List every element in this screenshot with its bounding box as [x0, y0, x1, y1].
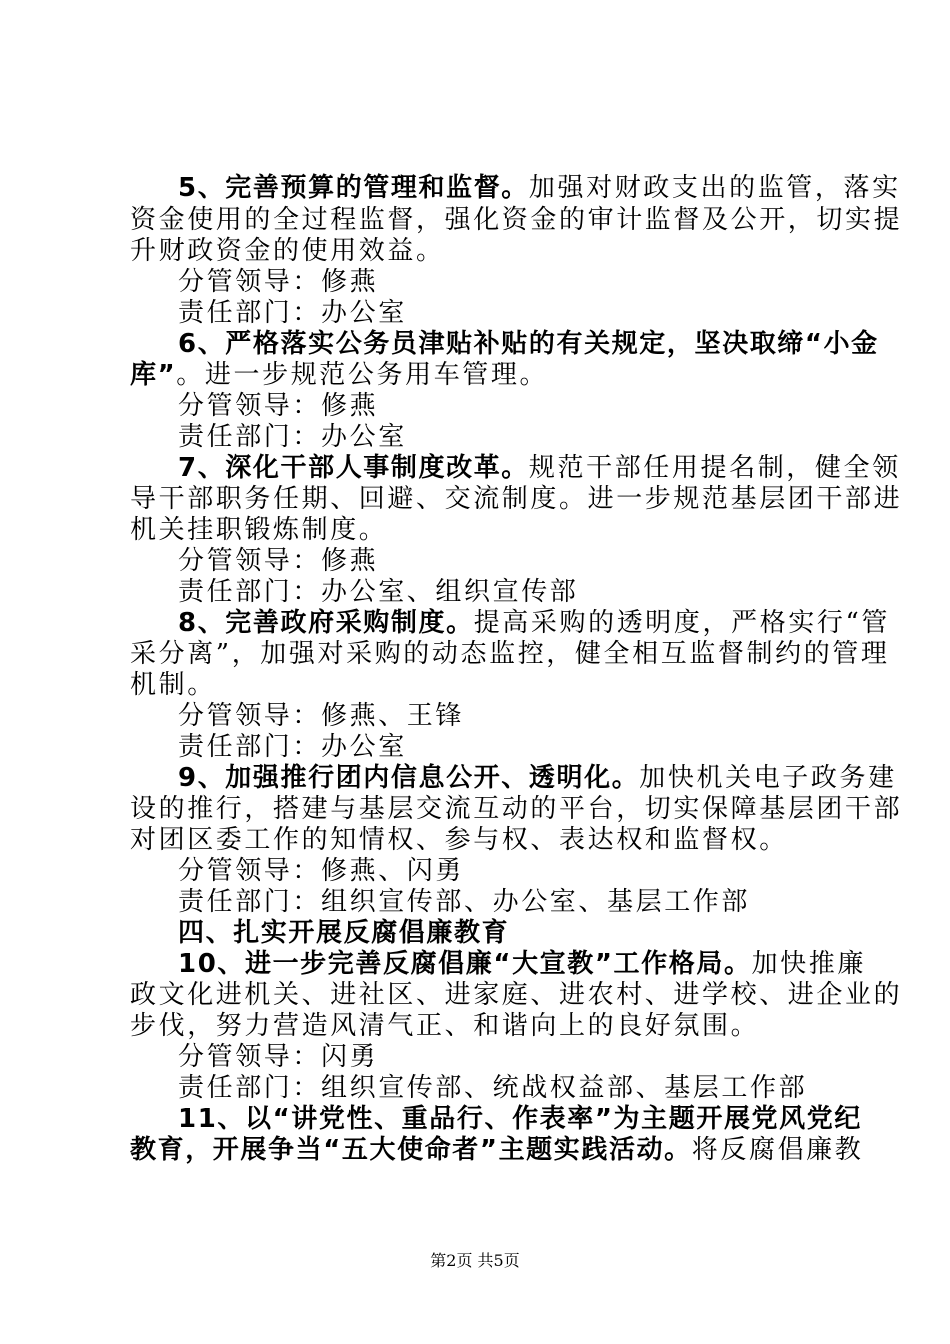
item-7-dept: 责任部门：办公室、组织宣传部	[178, 577, 579, 607]
item-9-dept: 责任部门：组织宣传部、办公室、基层工作部	[178, 887, 751, 917]
item-11-heading-end: 教育，开展争当“五大使命者”主题实践活动。	[130, 1135, 692, 1165]
item-10-dept: 责任部门：组织宣传部、统战权益部、基层工作部	[178, 1073, 808, 1103]
item-6-heading: 6、严格落实公务员津贴补贴的有关规定，坚决取缔“小金	[178, 329, 879, 359]
item-7-heading: 7、深化干部人事制度改革。	[178, 453, 529, 483]
item-11-text: 将反腐倡廉教	[691, 1135, 864, 1165]
item-6-heading-end: 库”	[130, 360, 177, 390]
item-8-line-3: 机制。	[130, 670, 216, 700]
item-11-heading: 11、以“讲党性、重品行、作表率”为主题开展党风党纪	[178, 1104, 862, 1134]
item-8-heading: 8、完善政府采购制度。	[178, 608, 474, 638]
section-heading: 四、扎实开展反腐倡廉教育	[178, 918, 510, 948]
item-5-heading: 5、完善预算的管理和监督。	[178, 173, 529, 203]
item-7-line-2: 导干部职务任期、回避、交流制度。进一步规范基层团干部进	[130, 484, 903, 514]
item-8-text: 提高采购的透明度，严格实行“管	[473, 608, 890, 638]
item-7-text: 规范干部任用提名制，健全领	[528, 453, 901, 483]
item-9-line-2: 设的推行，搭建与基层交流互动的平台，切实保障基层团干部	[130, 794, 903, 824]
item-8-dept: 责任部门：办公室	[178, 732, 407, 762]
item-7-line-3: 机关挂职锻炼制度。	[130, 515, 388, 545]
item-7-leader: 分管领导：修燕	[178, 546, 379, 576]
item-5-leader: 分管领导：修燕	[178, 267, 379, 297]
item-9-heading: 9、加强推行团内信息公开、透明化。	[178, 763, 640, 793]
item-10-text: 加快推廉	[751, 949, 866, 979]
item-5-text: 加强对财政支出的监管，落实	[528, 173, 901, 203]
item-10-leader: 分管领导：闪勇	[178, 1042, 379, 1072]
item-5-line-3: 升财政资金的使用效益。	[130, 236, 445, 266]
item-5-dept: 责任部门：办公室	[178, 298, 407, 328]
item-8-line-1	[178, 608, 950, 638]
item-8-leader: 分管领导：修燕、王锋	[178, 701, 465, 731]
item-6-line-2	[130, 360, 950, 390]
item-10-line-3: 步伐，努力营造风清气正、和谐向上的良好氛围。	[130, 1011, 760, 1041]
page-footer: 第2页 共5页	[430, 1251, 520, 1270]
item-5-line-1	[178, 173, 950, 203]
item-10-heading: 10、进一步完善反腐倡廉“大宣教”工作格局。	[178, 949, 752, 979]
item-9-line-1	[178, 763, 950, 793]
item-9-line-3: 对团区委工作的知情权、参与权、表达权和监督权。	[130, 825, 788, 855]
item-6-leader: 分管领导：修燕	[178, 391, 379, 421]
item-9-leader: 分管领导：修燕、闪勇	[178, 856, 465, 886]
item-9-text: 加快机关电子政务建	[639, 763, 897, 793]
item-8-line-2: 采分离”，加强对采购的动态监控，健全相互监督制约的管理	[130, 639, 890, 669]
item-5-line-2: 资金使用的全过程监督，强化资金的审计监督及公开，切实提	[130, 205, 903, 235]
item-10-line-2: 政文化进机关、进社区、进家庭、进农村、进学校、进企业的	[130, 980, 903, 1010]
item-6-dept: 责任部门：办公室	[178, 422, 407, 452]
item-6-text: 。进一步规范公务用车管理。	[176, 360, 549, 390]
item-11-line-2	[130, 1135, 950, 1165]
item-10-line-1	[178, 949, 950, 979]
item-7-line-1	[178, 453, 950, 483]
